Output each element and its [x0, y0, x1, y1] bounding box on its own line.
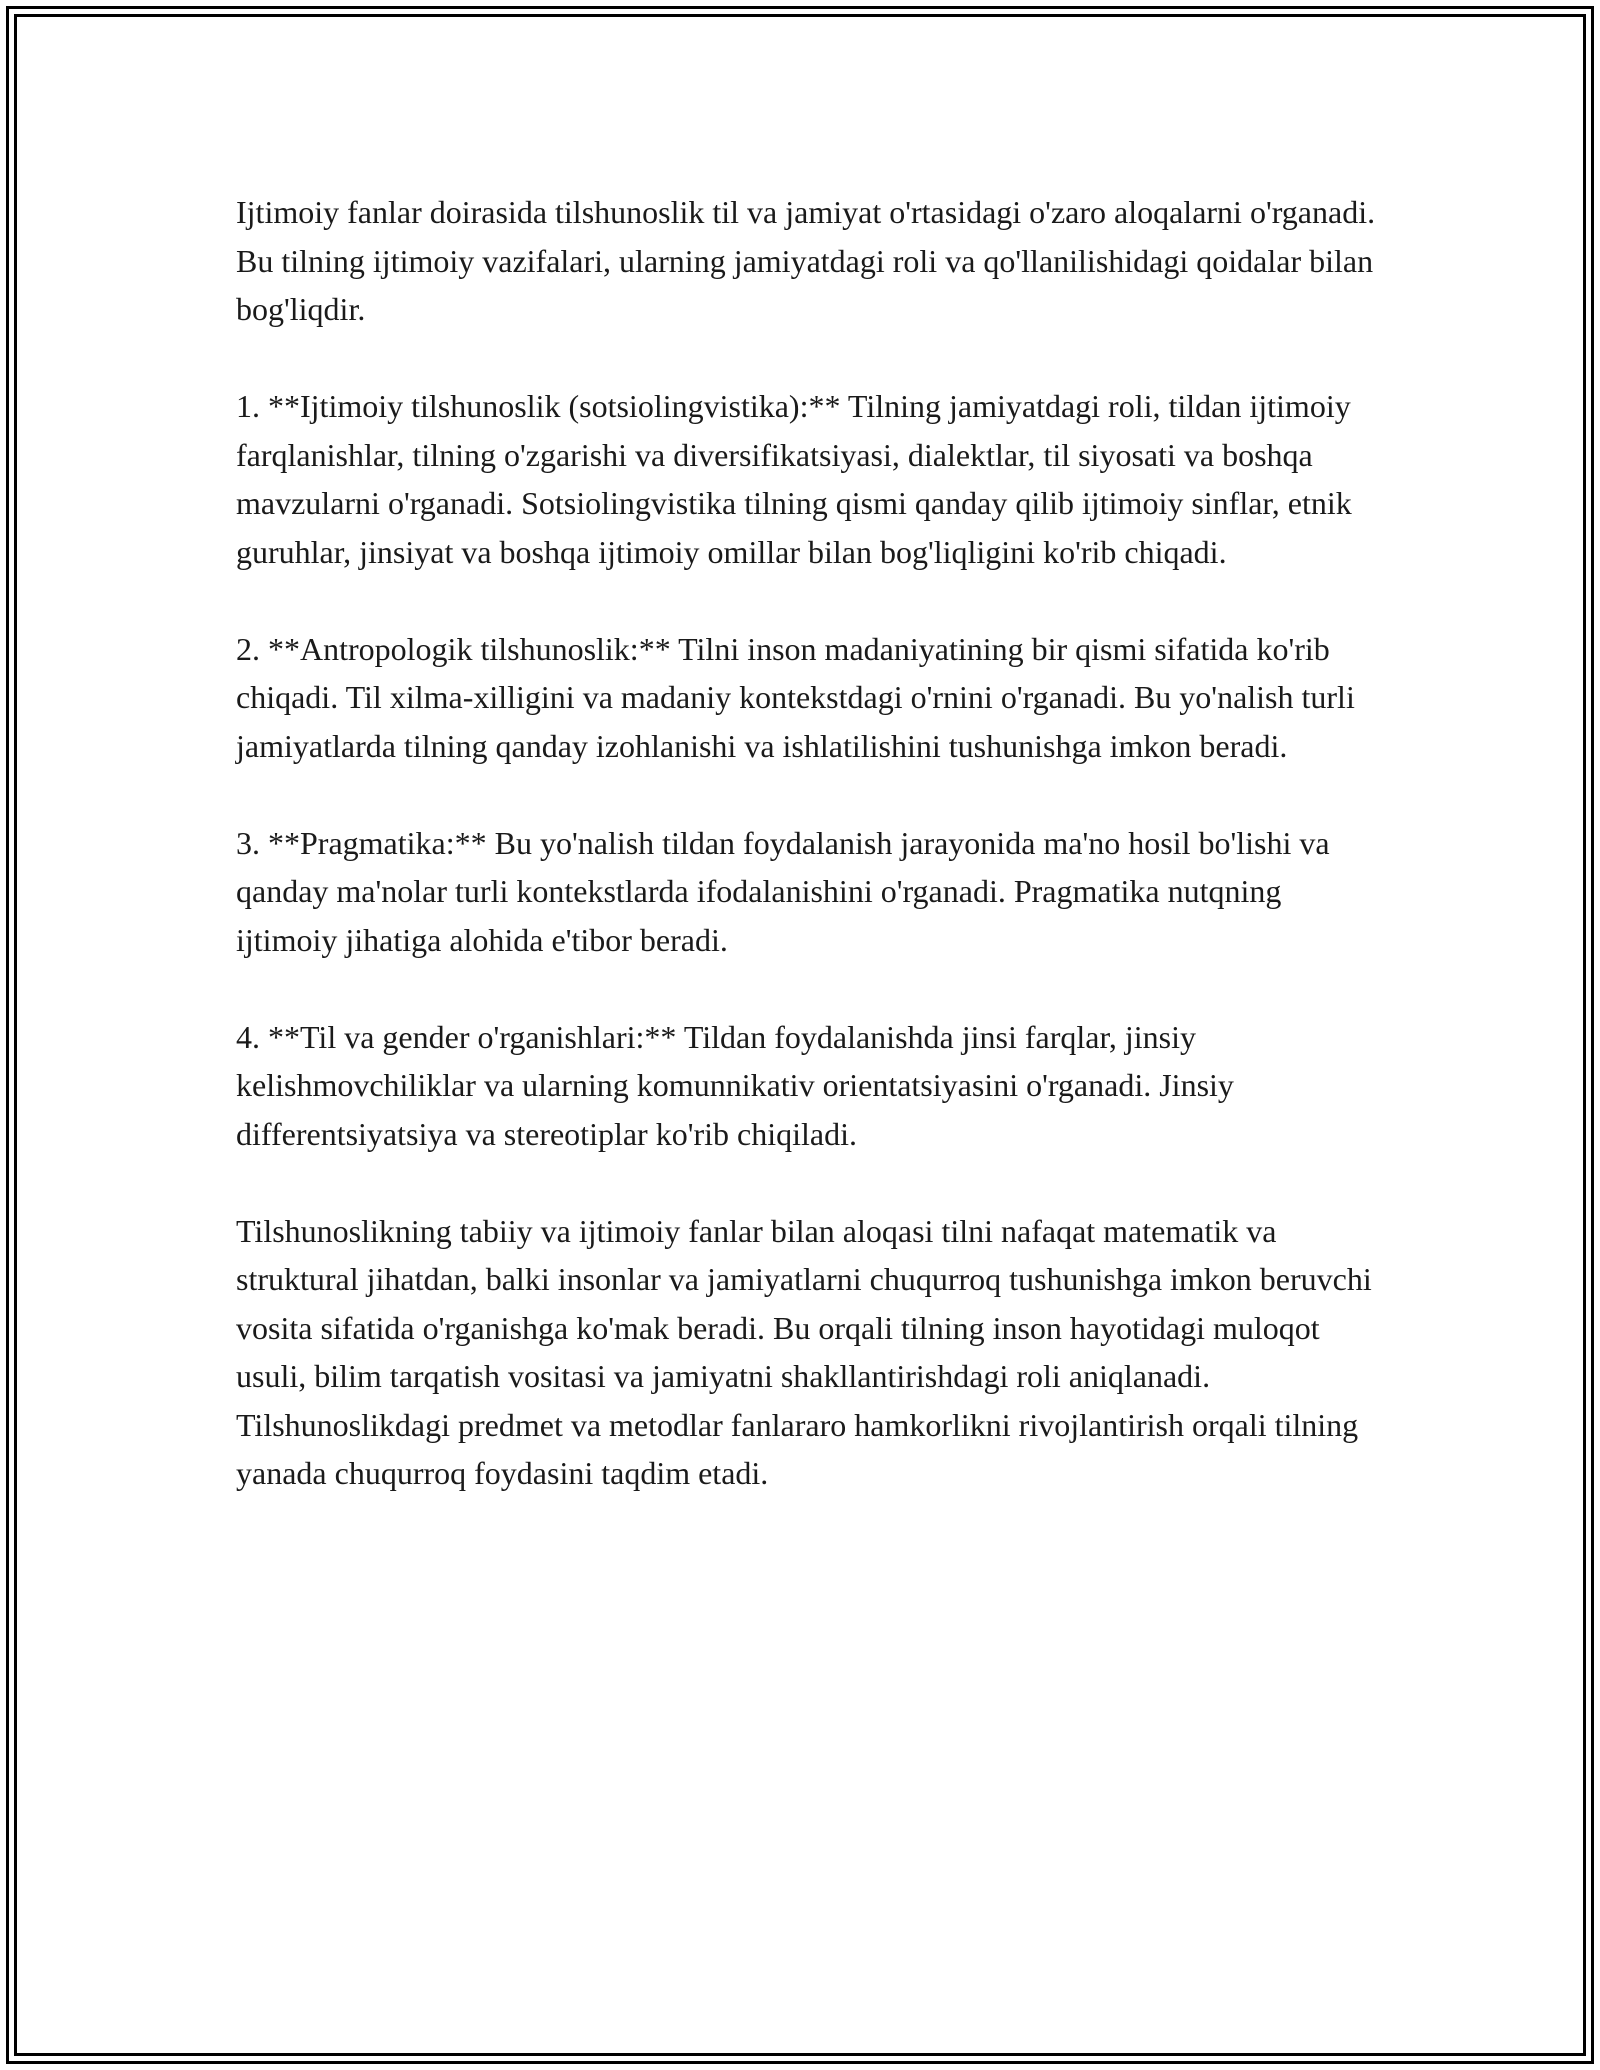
list-item-language-gender: 4. **Til va gender o'rganishlari:** Tildan foydalanishda jinsi farqlar, jinsiy kelishmovchiliklar va ularning komunnikativ orientatsiyasini o'rganadi. Jinsiy differentsiyatsiya va stereotiplar ko'rib chiqiladi. [236, 1018, 1234, 1152]
list-item-anthropological-linguistics: 2. **Antropologik tilshunoslik:** Tilni inson madaniyatining bir qismi sifatida ko'rib chiqadi. Til xilma-xilligini va madaniy kontekstdagi o'rnini o'rganadi. Bu yo'nalish turli jamiyatlarda tilning qanday izohlanishi va ishlatilishini tushunishga imkon beradi. [236, 630, 1355, 764]
list-item-pragmatics: 3. **Pragmatika:** Bu yo'nalish tildan foydalanish jarayonida ma'no hosil bo'lishi va qanday ma'nolar turli kontekstlarda ifodalanishini o'rganadi. Pragmatika nutqning ijtimoiy jihatiga alohida e'tibor beradi. [236, 824, 1330, 958]
conclusion-paragraph: Tilshunoslikning tabiiy va ijtimoiy fanlar bilan aloqasi tilni nafaqat matematik va struktural jihatdan, balki insonlar va jamiyatlarni chuqurroq tushunishga imkon beruvchi vosita sifatida o'rganishga ko'mak beradi. Bu orqali tilning inson hayotidagi muloqot usuli, bilim tarqatish vositasi va jamiyatni shakllantirishdagi roli aniqlanadi. Tilshunoslikdagi predmet va metodlar fanlararo hamkorlikni rivojlantirish orqali tilning yanada chuqurroq foydasini taqdim etadi. [236, 1212, 1372, 1491]
list-item-sociolinguistics: 1. **Ijtimoiy tilshunoslik (sotsiolingvistika):** Tilning jamiyatdagi roli, tildan ijtimoiy farqlanishlar, tilning o'zgarishi va diversifikatsiyasi, dialektlar, til siyosati va boshqa mavzularni o'rganadi. Sotsiolingvistika tilning qismi qanday qilib ijtimoiy sinflar, etnik guruhlar, jinsiyat va boshqa ijtimoiy omillar bilan bog'liqligini ko'rib chiqadi. [236, 388, 1352, 570]
document-body [236, 188, 1386, 1546]
intro-paragraph: Ijtimoiy fanlar doirasida tilshunoslik til va jamiyat o'rtasidagi o'zaro aloqalarni o'rganadi. Bu tilning ijtimoiy vazifalari, ularning jamiyatdagi roli va qo'llanilishidagi qoidalar bilan bog'liqdir. [236, 194, 1376, 327]
